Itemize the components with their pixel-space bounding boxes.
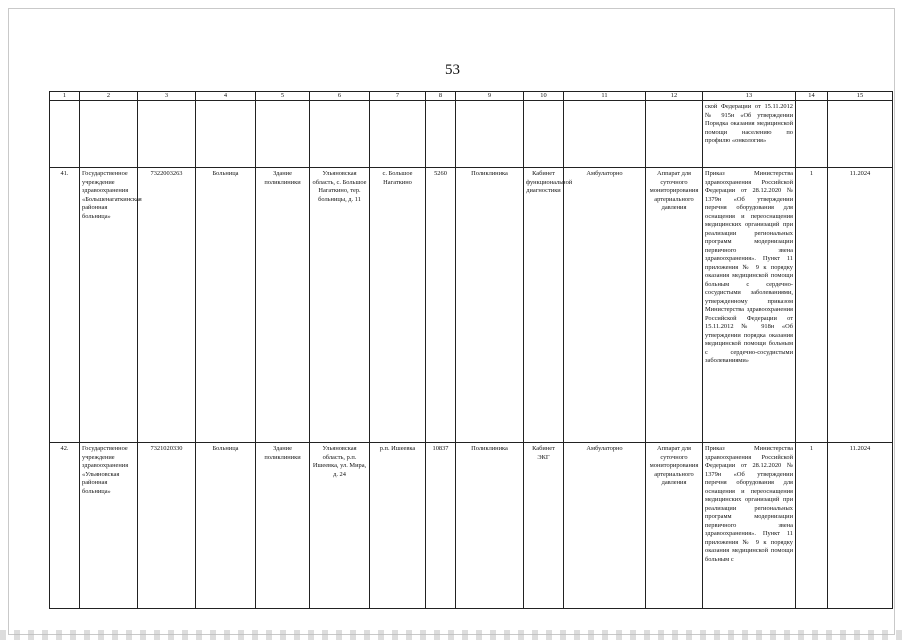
cell-quantity: 1 (796, 168, 828, 443)
cell-unit (456, 101, 524, 168)
column-header: 2 (80, 92, 138, 101)
column-header: 3 (138, 92, 196, 101)
column-header: 7 (370, 92, 426, 101)
cell-locality: с. Большое Нагаткино (370, 168, 426, 443)
cell-number: 42. (50, 443, 80, 609)
cell-population (426, 101, 456, 168)
column-header: 6 (310, 92, 370, 101)
column-header: 10 (524, 92, 564, 101)
cell-type (196, 101, 256, 168)
column-header: 8 (426, 92, 456, 101)
cell-inn: 7321020330 (138, 443, 196, 609)
cell-conditions: Амбулаторно (564, 443, 646, 609)
column-header: 5 (256, 92, 310, 101)
cell-type: Больница (196, 168, 256, 443)
cell-building: Здание поликлиники (256, 443, 310, 609)
cell-address: Ульяновская область, с. Большое Нагаткино, тер. больницы, д. 11 (310, 168, 370, 443)
column-header: 1 (50, 92, 80, 101)
cell-date: 11.2024 (828, 443, 893, 609)
cell-building: Здание поликлиники (256, 168, 310, 443)
cell-number: 41. (50, 168, 80, 443)
cell-unit: Поликлиника (456, 443, 524, 609)
cell-quantity: 1 (796, 443, 828, 609)
cell-locality: р.п. Ишеевка (370, 443, 426, 609)
column-header: 9 (456, 92, 524, 101)
cell-cabinet: Кабинет ЭКГ (524, 443, 564, 609)
column-header: 11 (564, 92, 646, 101)
cell-conditions: Амбулаторно (564, 168, 646, 443)
page-number: 53 (445, 62, 460, 78)
cell-inn: 7322003263 (138, 168, 196, 443)
cell-quantity (796, 101, 828, 168)
cell-unit: Поликлиника (456, 168, 524, 443)
cell-type: Больница (196, 443, 256, 609)
cell-date (828, 101, 893, 168)
cell-address: Ульяновская область, р.п. Ишеевка, ул. Мира, д. 24 (310, 443, 370, 609)
cell-legal-basis: ской Федерации от 15.11.2012 № 915н «Об утверждении Порядка оказания медицинской помощи населению по профилю «онкология» (703, 101, 796, 168)
cell-building (256, 101, 310, 168)
cell-address (310, 101, 370, 168)
cell-locality (370, 101, 426, 168)
cell-legal-basis: Приказ Министерства здравоохранения Российской Федерации от 28.12.2020 № 1379н «Об утверждении перечня оборудования для оснащения и переоснащения медицинских организаций при реализации региональных программ модернизации первичного звена здравоохранения». Пункт 11 приложения № 9 к порядку оказания медицинской помощи больным с сердечно-сосудистыми заболеваниями, утвержденному приказом Министерства здравоохранения Российской Федерации от 15.11.2012 № 918н «Об утверждении порядка оказания медицинской помощи больным с сердечно-сосудистыми заболеваниями» (703, 168, 796, 443)
cell-date: 11.2024 (828, 168, 893, 443)
column-header: 13 (703, 92, 796, 101)
cell-cabinet: Кабинет функциональной диагностики (524, 168, 564, 443)
column-header: 4 (196, 92, 256, 101)
cell-legal-basis: Приказ Министерства здравоохранения Российской Федерации от 28.12.2020 № 1379н «Об утверждении перечня оборудования для оснащения и переоснащения медицинских организаций при реализации региональных программ модернизации первичного звена здравоохранения». Пункт 11 приложения № 9 к порядку оказания медицинской помощи больным с (703, 443, 796, 609)
column-header: 14 (796, 92, 828, 101)
cell-population: 10837 (426, 443, 456, 609)
cell-number (50, 101, 80, 168)
cell-inn (138, 101, 196, 168)
cell-equipment: Аппарат для суточного мониторирования артериального давления (646, 168, 703, 443)
cell-conditions (564, 101, 646, 168)
table-row (50, 101, 893, 168)
cell-equipment (646, 101, 703, 168)
cell-equipment: Аппарат для суточного мониторирования артериального давления (646, 443, 703, 609)
cell-cabinet (524, 101, 564, 168)
column-header: 15 (828, 92, 893, 101)
column-header: 12 (646, 92, 703, 101)
scan-edge (0, 630, 905, 640)
cell-organization: Государственное учреждение здравоохранения «Большенагаткинская районная больница» (80, 168, 138, 443)
column-number-row (50, 92, 893, 101)
table-row (50, 168, 893, 443)
equipment-table (49, 91, 893, 609)
table-row (50, 443, 893, 609)
cell-organization: Государственное учреждение здравоохранения «Ульяновская районная больница» (80, 443, 138, 609)
cell-organization (80, 101, 138, 168)
cell-population: 5260 (426, 168, 456, 443)
